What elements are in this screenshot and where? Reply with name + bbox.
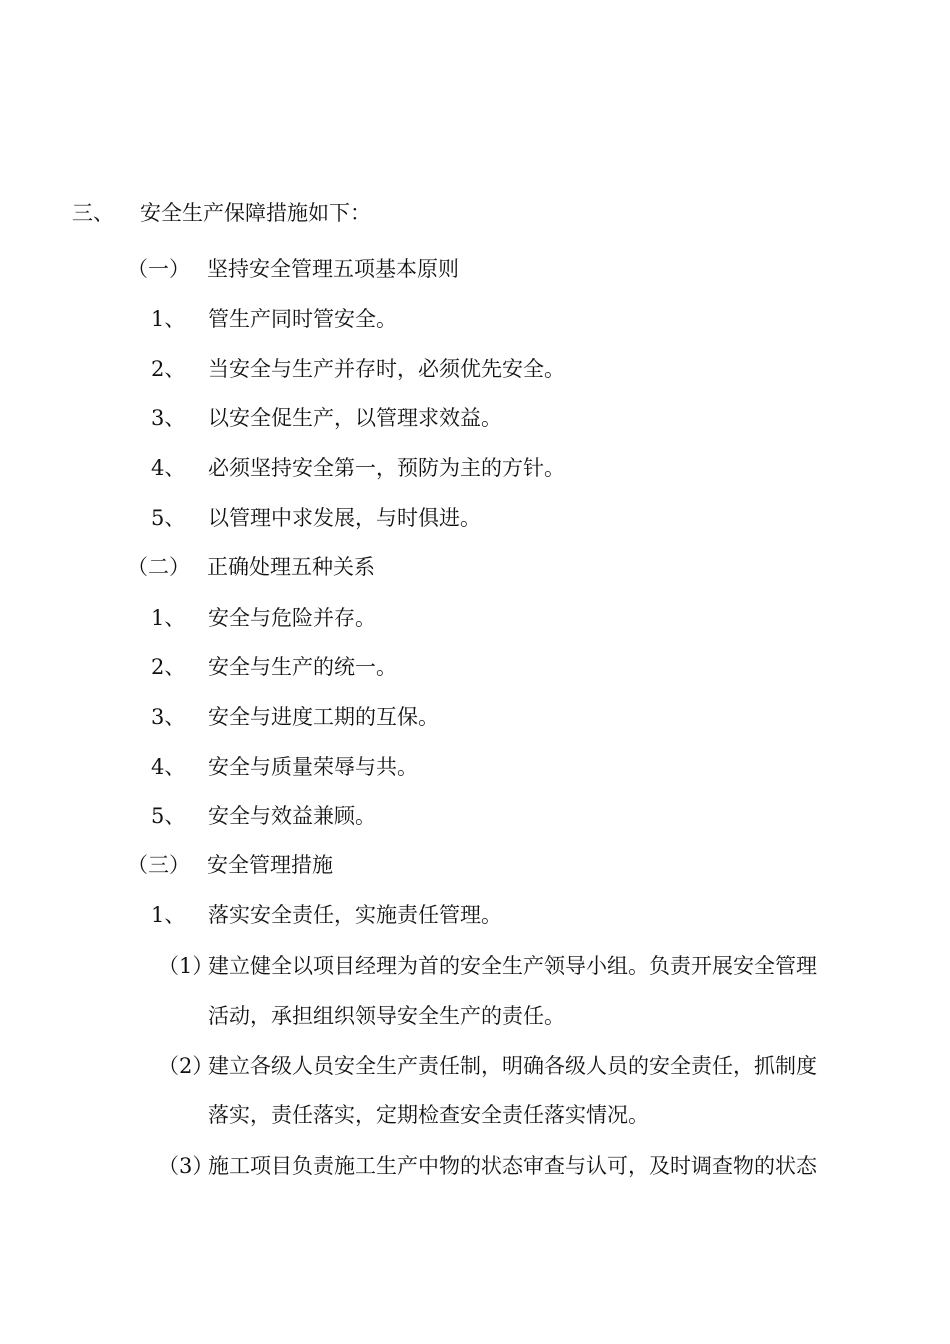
section-number: （二） (127, 555, 190, 579)
item-number: 2、 (151, 655, 186, 679)
item-text: 以安全促生产，以管理求效益。 (208, 406, 502, 430)
sub-item-number: （3） (158, 1154, 214, 1178)
item-text: 安全与生产的统一。 (208, 655, 397, 679)
item-text: 安全与效益兼顾。 (208, 804, 376, 828)
sub-item-text: 建立健全以项目经理为首的安全生产领导小组。负责开展安全管理 (208, 954, 817, 978)
item-number: 3、 (151, 705, 186, 729)
section-title: 安全管理措施 (207, 853, 333, 877)
sub-item-text: 施工项目负责施工生产中物的状态审查与认可，及时调查物的状态 (208, 1154, 817, 1178)
item-number: 1、 (151, 307, 186, 331)
item-text: 安全与进度工期的互保。 (208, 705, 439, 729)
section-number: （一） (127, 257, 190, 281)
item-text: 安全与危险并存。 (208, 606, 376, 630)
section-title: 坚持安全管理五项基本原则 (207, 257, 459, 281)
item-text: 当安全与生产并存时，必须优先安全。 (208, 357, 565, 381)
item-number: 4、 (151, 755, 186, 779)
sub-item-text: 落实，责任落实，定期检查安全责任落实情况。 (208, 1103, 649, 1127)
item-number: 5、 (151, 804, 186, 828)
item-text: 安全与质量荣辱与共。 (208, 755, 418, 779)
sub-item-text: 活动，承担组织领导安全生产的责任。 (208, 1004, 565, 1028)
item-number: 1、 (151, 903, 186, 927)
item-text: 管生产同时管安全。 (208, 307, 397, 331)
section-number: （三） (127, 853, 190, 877)
item-number: 2、 (151, 357, 186, 381)
item-text: 落实安全责任，实施责任管理。 (208, 903, 502, 927)
item-number: 1、 (151, 606, 186, 630)
sub-item-number: （2） (158, 1054, 214, 1078)
item-text: 以管理中求发展，与时俱进。 (208, 506, 481, 530)
item-number: 5、 (151, 506, 186, 530)
item-text: 必须坚持安全第一，预防为主的方针。 (208, 456, 565, 480)
sub-item-text: 建立各级人员安全生产责任制，明确各级人员的安全责任，抓制度 (208, 1054, 817, 1078)
item-number: 3、 (151, 406, 186, 430)
heading-number: 三、 (72, 201, 114, 225)
section-title: 正确处理五种关系 (207, 555, 375, 579)
heading-text: 安全生产保障措施如下： (140, 201, 371, 225)
item-number: 4、 (151, 456, 186, 480)
sub-item-number: （1） (158, 954, 214, 978)
